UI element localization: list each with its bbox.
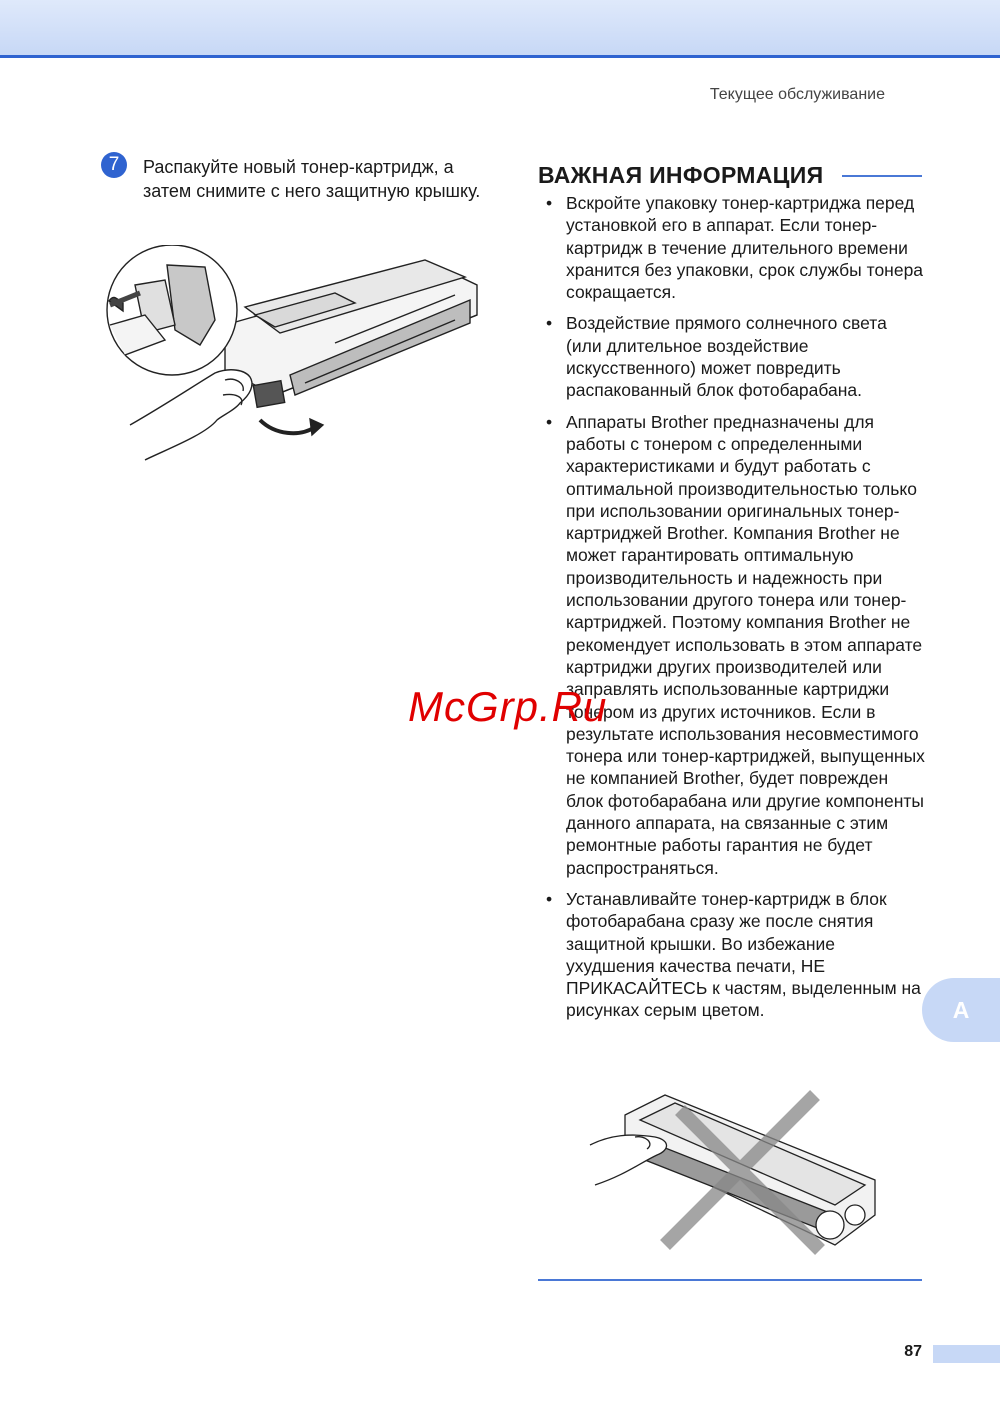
watermark: McGrp.Ru [408,683,608,730]
step-instruction: Распакуйте новый тонер-картридж, а затем снимите с него защитную крышку. [143,157,481,201]
step-number-badge: 7 [101,152,127,178]
toner-unpack-illustration [105,245,485,470]
important-info-title: ВАЖНАЯ ИНФОРМАЦИЯ [538,162,824,188]
list-item: • Аппараты Brother предназначены для работы с тонером с определенными характеристиками и будут работать с оптимальной производительностью только при использовании оригинальных тонер-картриджей Brother. Компания Brother не может гарантировать оптимальную производительность и надежность при использовании другого тонера или тонер-картриджей. Поэтому компания Brother не рекомендует использовать в этом аппарате картриджи других производителей или заправлять использованные картриджи тонером из других источников. Если в результате использования несовместимого тонера или тонер-картриджей, выпущенных не компанией Brother, будет поврежден блок фотобарабана или другие компоненты данного аппарата, на связанные с этим ремонтные работы гарантия не будет распространяться. [540,411,925,879]
appendix-tab-letter: A [952,997,970,1023]
page-number: 87 [904,1343,922,1360]
do-not-touch-illustration [585,1085,885,1265]
bottom-divider [538,1279,922,1281]
page-tab [933,1345,1000,1363]
list-item: • Воздействие прямого солнечного света (или длительное воздействие искусственного) может повредить распакованный блок фотобарабана. [540,312,925,401]
important-info-list [540,192,925,1031]
list-item: • Устанавливайте тонер-картридж в блок фотобарабана сразу же после снятия защитной крышки. Во избежание ухудшения качества печати, НЕ ПРИКАСАЙТЕСЬ к частям, выделенным на рисунках серым цветом. [540,888,925,1022]
list-item: • Вскройте упаковку тонер-картриджа перед установкой его в аппарат. Если тонер-картридж в течение длительного времени хранится без упаковки, срок службы тонера сокращается. [540,192,925,303]
header-band [0,0,1000,58]
title-divider [842,175,922,177]
section-title: Текущее обслуживание [709,86,885,103]
